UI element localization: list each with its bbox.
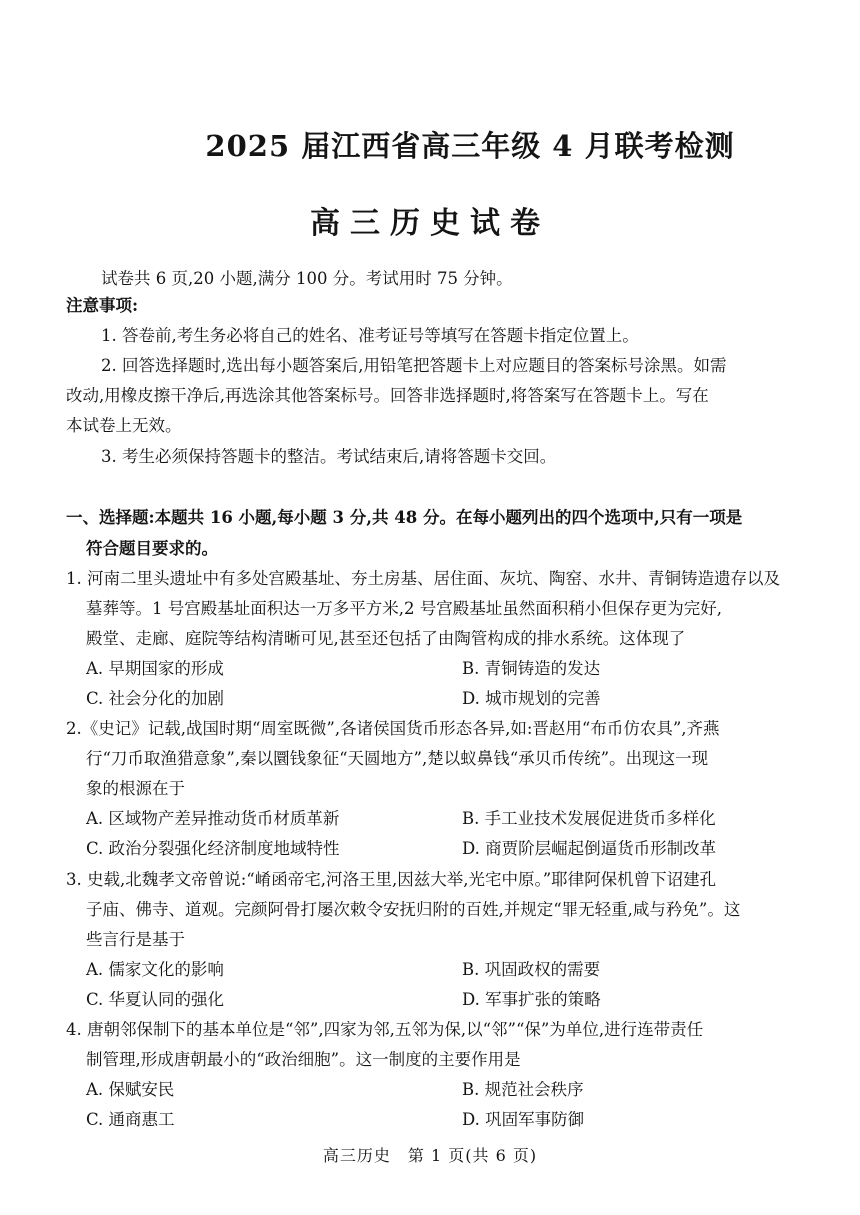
q3-option-a: A. 儒家文化的影响: [86, 960, 224, 979]
q2-line-1: 2.《史记》记载,战国时期“周室既微”,各诸侯国货币形态各异,如:晋赵用“布币仿农具”,齐燕: [66, 719, 720, 738]
q4-option-a: A. 保赋安民: [86, 1080, 175, 1099]
q4-line-1: 4. 唐朝邻保制下的基本单位是“邻”,四家为邻,五邻为保,以“邻”“保”为单位,进行连带责任: [66, 1020, 704, 1039]
q2-option-d: D. 商贾阶层崛起倒逼货币形制改革: [462, 839, 717, 858]
q2-option-a: A. 区域物产差异推动货币材质革新: [86, 809, 340, 828]
q4-option-d: D. 巩固军事防御: [462, 1110, 585, 1129]
q1-option-d: D. 城市规划的完善: [462, 689, 601, 708]
note-1: 1. 答卷前,考生务必将自己的姓名、准考证号等填写在答题卡指定位置上。: [101, 326, 639, 345]
note-3: 3. 考生必须保持答题卡的整洁。考试结束后,请将答题卡交回。: [101, 447, 557, 466]
q1-option-b: B. 青铜铸造的发达: [462, 659, 601, 678]
q3-line-2: 子庙、佛寺、道观。完颜阿骨打屡次敕令安抚归附的百姓,并规定“罪无轻重,咸与矜免”。这: [86, 900, 741, 919]
q4-option-b: B. 规范社会秩序: [462, 1080, 584, 1099]
note-2-end: 本试卷上无效。: [66, 416, 182, 435]
q2-line-2: 行“刀币取渔猎意象”,秦以圜钱象征“天圆地方”,楚以蚁鼻钱“承贝币传统”。出现这一现: [86, 749, 709, 768]
q2-option-c: C. 政治分裂强化经济制度地域特性: [86, 839, 340, 858]
q1-option-a: A. 早期国家的形成: [86, 659, 224, 678]
q1-line-2: 墓葬等。1 号宫殿基址面积达一万多平方米,2 号宫殿基址虽然面积稍小但保存更为完好,: [86, 599, 722, 618]
q3-option-c: C. 华夏认同的强化: [86, 990, 225, 1009]
q4-option-c: C. 通商惠工: [86, 1110, 175, 1129]
q3-option-b: B. 巩固政权的需要: [462, 960, 601, 979]
q4-line-2: 制管理,形成唐朝最小的“政治细胞”。这一制度的主要作用是: [86, 1050, 521, 1069]
q2-line-3: 象的根源在于: [86, 779, 185, 798]
note-2-cont: 改动,用橡皮擦干净后,再选涂其他答案标号。回答非选择题时,将答案写在答题卡上。写在: [66, 386, 709, 405]
exam-title: 2025 届江西省高三年级 4 月联考检测: [205, 129, 735, 163]
q1-option-c: C. 社会分化的加剧: [86, 689, 225, 708]
page-footer: 高三历史 第 1 页(共 6 页): [322, 1146, 538, 1165]
notes-heading: 注意事项:: [66, 296, 139, 315]
section-heading-cont: 符合题目要求的。: [86, 539, 218, 558]
q1-line-3: 殿堂、走廊、庭院等结构清晰可见,甚至还包括了由陶管构成的排水系统。这体现了: [86, 629, 686, 648]
note-2: 2. 回答选择题时,选出每小题答案后,用铅笔把答题卡上对应题目的答案标号涂黑。如需: [101, 356, 727, 375]
paper-title: 高三历史试卷: [310, 206, 550, 241]
q3-line-3: 些言行是基于: [86, 930, 185, 949]
q3-option-d: D. 军事扩张的策略: [462, 990, 601, 1009]
section-heading: 一、选择题:本题共 16 小题,每小题 3 分,共 48 分。在每小题列出的四个选项中,只有一项是: [66, 508, 743, 527]
q2-option-b: B. 手工业技术发展促进货币多样化: [462, 809, 716, 828]
q1-line-1: 1. 河南二里头遗址中有多处宫殿基址、夯土房基、居住面、灰坑、陶窑、水井、青铜铸造遗存以及: [66, 569, 780, 588]
exam-intro: 试卷共 6 页,20 小题,满分 100 分。考试用时 75 分钟。: [101, 269, 513, 288]
q3-line-1: 3. 史载,北魏孝文帝曾说:“崤函帝宅,河洛王里,因兹大举,光宅中原。”耶律阿保机曾下诏建孔: [66, 870, 717, 889]
